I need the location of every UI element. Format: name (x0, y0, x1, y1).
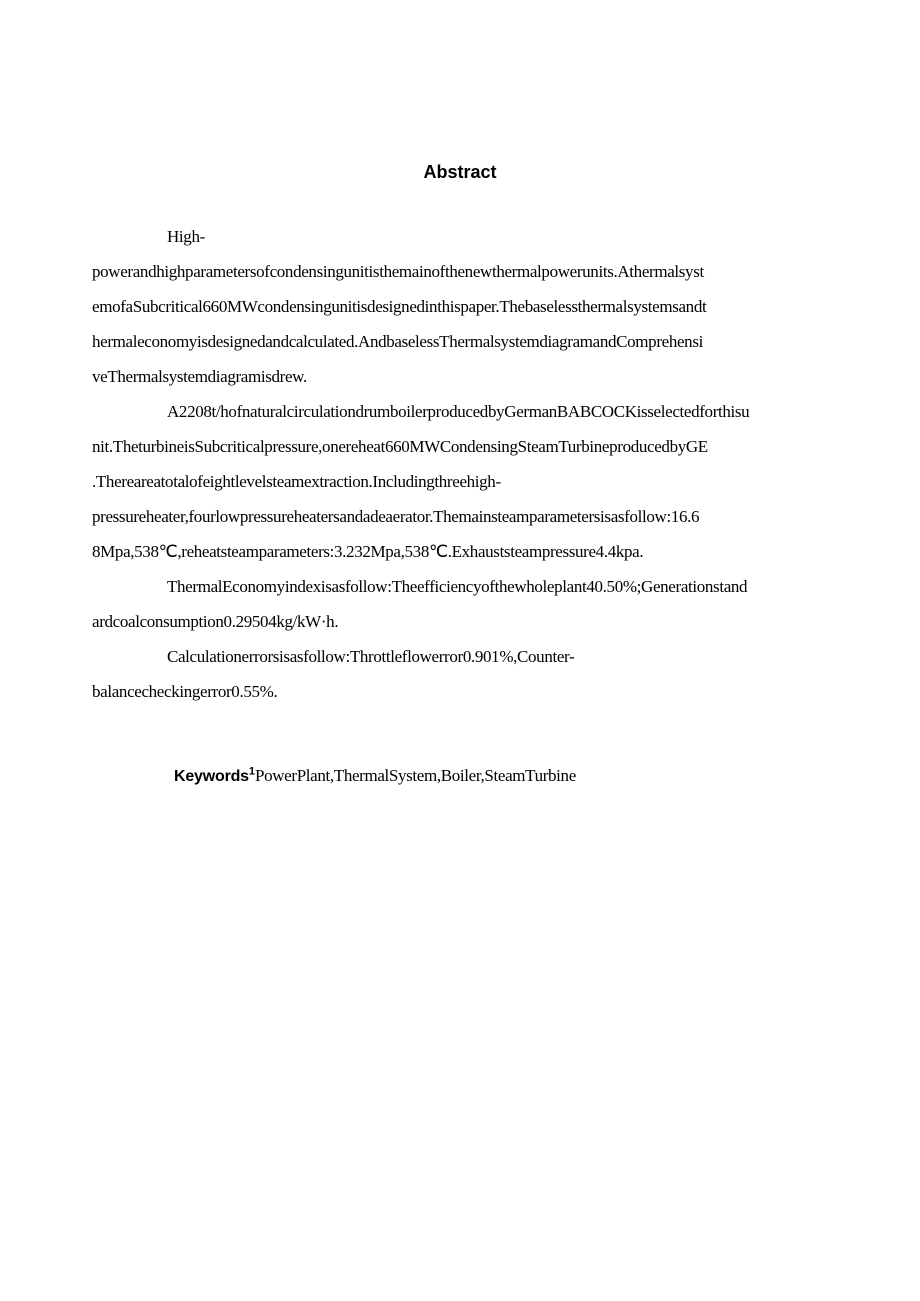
paragraph-line: veThermalsystemdiagramisdrew. (92, 367, 307, 386)
paragraph-line: powerandhighparametersofcondensingunitisthemainofthenewthermalpowerunits.Athermalsyst (92, 262, 704, 281)
paragraph-line: pressureheater,fourlowpressureheatersandadeaerator.Themainsteamparametersisasfollow:16.6 (92, 507, 700, 526)
paragraph-line: Calculationerrorsisasfollow:Throttleflowerror0.901%,Counter- (167, 647, 575, 666)
paragraph-line: emofaSubcritical660MWcondensingunitisdesignedinthispaper.Thebaselessthermalsystemsandt (92, 297, 707, 316)
paragraph-line: 8Mpa,538℃,reheatsteamparameters:3.232Mpa,538℃.Exhauststeampressure4.4kpa. (92, 542, 644, 561)
keywords-separator: 1 (248, 765, 255, 778)
paragraph-line: hermaleconomyisdesignedandcalculated.AndbaselessThermalsystemdiagramandComprehensi (92, 332, 703, 351)
keywords-line (174, 765, 576, 788)
paragraph-line: nit.TheturbineisSubcriticalpressure,onereheat660MWCondensingSteamTurbineproducedbyGE (92, 437, 708, 456)
paragraph-line: High- (167, 227, 205, 246)
paragraph-line: balancecheckingerror0.55%. (92, 682, 278, 701)
keywords-label: Keywords (174, 768, 249, 785)
keywords-text: PowerPlant,ThermalSystem,Boiler,SteamTurbine (255, 766, 576, 785)
paragraph-line: A2208t/hofnaturalcirculationdrumboilerproducedbyGermanBABCOCKisselectedforthisu (167, 402, 750, 421)
paragraph-line: ardcoalconsumption0.29504kg/kW·h. (92, 612, 339, 631)
abstract-title: Abstract (423, 162, 497, 182)
paragraph-line: ThermalEconomyindexisasfollow:Theefficiencyofthewholeplant40.50%;Generationstand (167, 577, 748, 596)
paragraph-line: .Thereareatotalofeightlevelsteamextraction.Includingthreehigh- (92, 472, 501, 491)
